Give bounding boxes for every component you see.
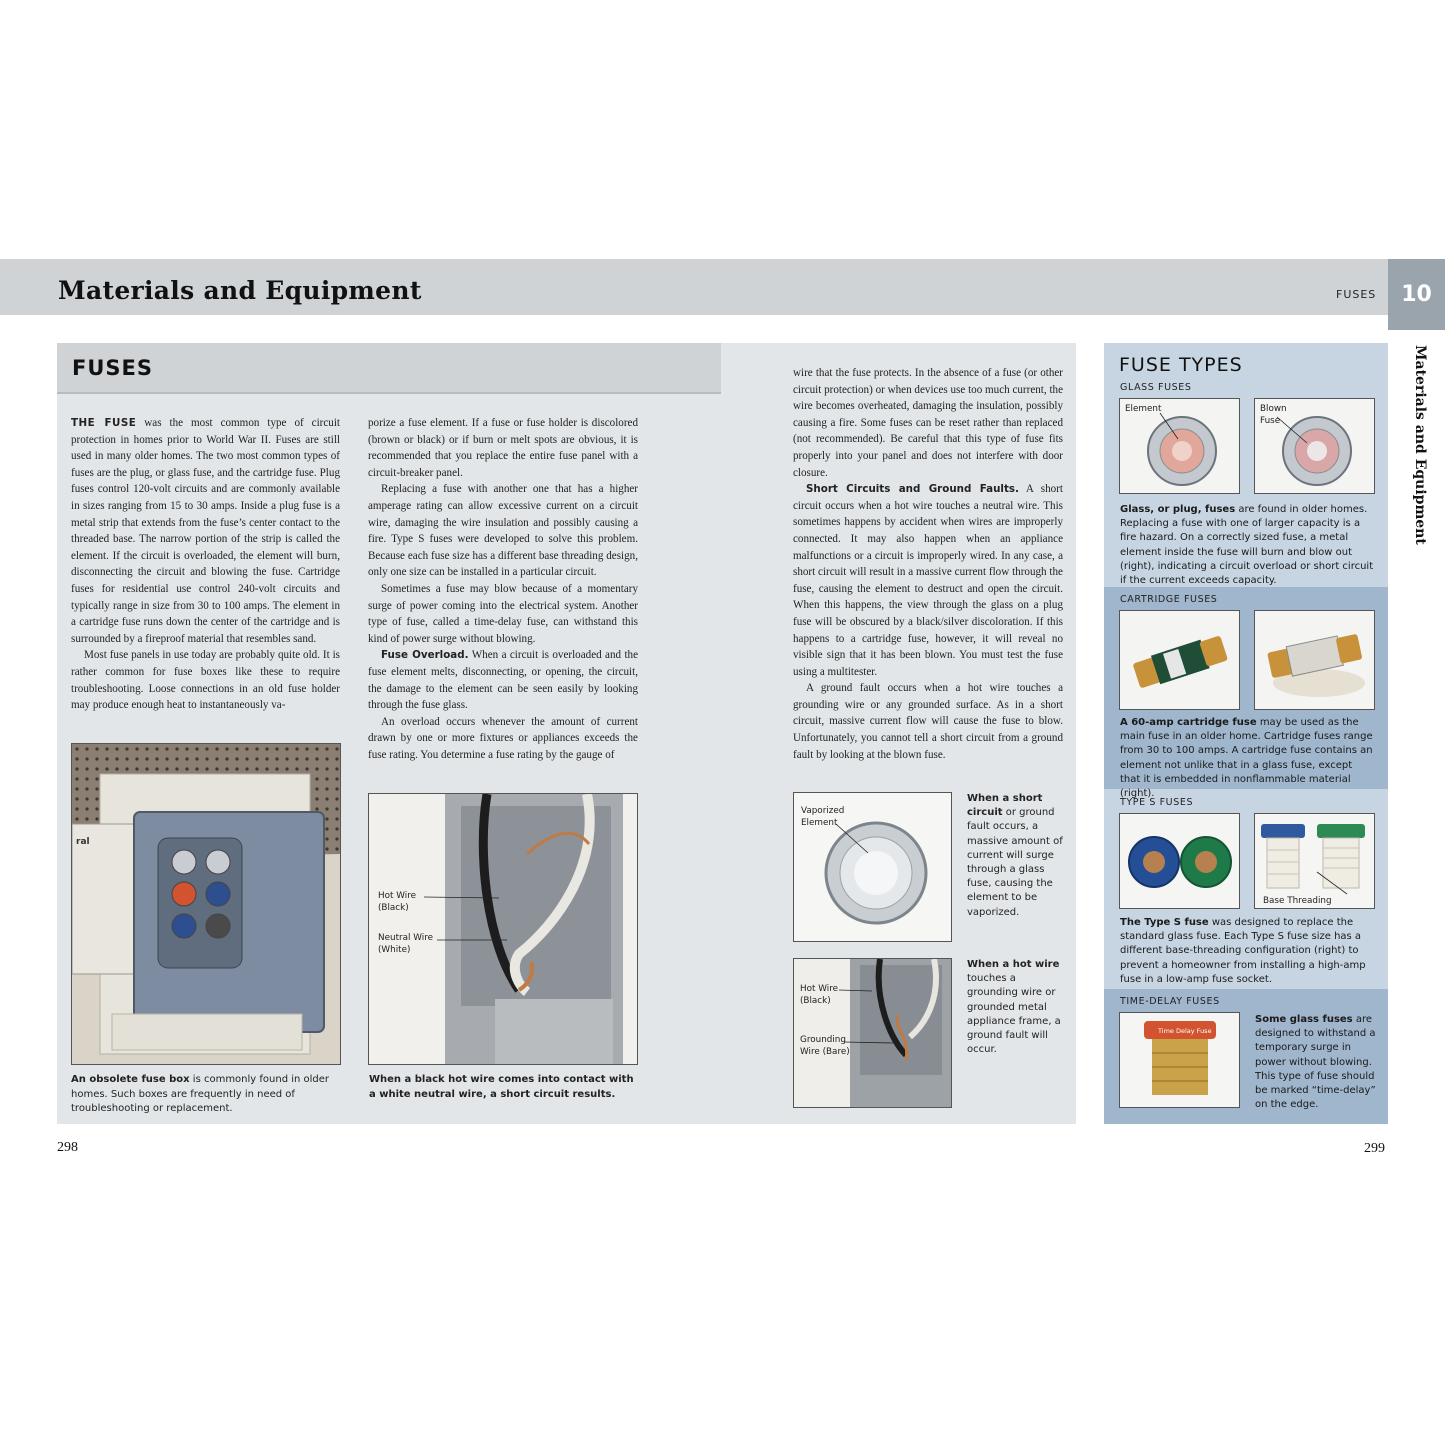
page-number-right: 299 — [1364, 1141, 1385, 1156]
caption-bold: A 60-amp cartridge fuse — [1120, 717, 1257, 728]
photo-label: Blown Fuse — [1260, 404, 1287, 426]
sidebar-subtitle: TIME-DELAY FUSES — [1120, 996, 1220, 1007]
paragraph: Sometimes a fuse may blow because of a momentary surge of power coming into the electrical system. Another type of fuse, called a time-delay fuse, can withstand this kind of power surge without blowing. — [368, 582, 638, 645]
lead-in: THE FUSE — [71, 417, 137, 429]
header-section-label: FUSES — [1336, 288, 1377, 301]
cartridge-fuse-illustration — [1120, 611, 1239, 709]
caption-text: are designed to withstand a temporary surge in power without blowing. This type of fuse should be marked “time-delay” on the edge. — [1255, 1014, 1376, 1111]
text-column-2 — [368, 415, 638, 763]
side-chapter-tab — [1406, 345, 1428, 585]
photo-label: Time Delay Fuse — [1158, 1027, 1212, 1035]
paragraph: Replacing a fuse with another one that has a higher amperage rating can allow excessive current on a circuit wire, damaging the wire insulation and possibly causing a fire. Type S fuses were developed to solve this problem. Because each fuse size has a different base threading design, only one size can be installed in a particular circuit. — [368, 483, 638, 579]
run-in-heading: Short Circuits and Ground Faults. — [806, 483, 1019, 496]
paragraph: porize a fuse element. If a fuse or fuse holder is discolored (brown or black) or if burn or melt spots are obvious, it is recommended that you replace the entire fuse panel with a circuit-breaker panel. — [368, 417, 638, 479]
paragraph: was the most common type of circuit protection in homes prior to World War II. Fuses are still used in many older homes. The two most common types of fuses are the plug, or glass fuse, and the cartridge fuse. Plug fuses control 120-volt circuits and are commonly available in sizes ranging from 15 to 30 amps. Inside a plug fuse is a metal strip that extends from the fuse’s center contact to the threaded base. The narrow portion of the strip is called the element. If the circuit is overloaded, the element will burn, disconnecting the circuit and blowing the fuse. Cartridge fuses for residential use control 240-volt circuits and typically range in size from 30 to 100 amps. The element in a cartridge fuse runs down the center of the cartridge and is surrounded by a fireproof material that resembles sand. — [71, 417, 341, 645]
type-s-fuse-illustration — [1120, 814, 1239, 908]
paragraph: wire that the fuse protects. In the absence of a fuse (or other circuit protection) or when devices use too much current, the wire becomes overheated, damaging the insulation, possibly causing a fire. Some fuses can be reset rather than replaced (not recommended). Be careful that this type of fuse fits properly into your panel and does not interfere with door closure. — [793, 367, 1063, 479]
caption-bold: When a hot wire — [967, 959, 1060, 970]
photo-label: Hot Wire (Black) — [800, 984, 839, 1006]
photo-label: Base Threading — [1263, 896, 1332, 906]
paragraph: Most fuse panels in use today are probably quite old. It is rather common for fuse boxes like these to require troubleshooting. Loose connections in an old fuse holder may produce enough heat to instantaneously va- — [71, 649, 340, 712]
caption-bold: The Type S fuse — [1120, 917, 1209, 928]
cutaway-cartridge-fuse-photo — [1254, 610, 1375, 710]
time-delay-fuse-photo — [1119, 1012, 1240, 1108]
caption-bold: Some glass fuses — [1255, 1014, 1353, 1025]
text-column-1 — [71, 415, 340, 714]
svg-text:ral: ral — [76, 837, 90, 847]
chapter-number-tab: 10 — [1388, 259, 1445, 330]
type-s-fuse-photo — [1119, 813, 1240, 909]
cutaway-cartridge-illustration — [1255, 611, 1374, 709]
glass-fuse-caption — [1120, 503, 1374, 588]
sidebar-title: FUSE TYPES — [1119, 354, 1243, 376]
photo-label: Element — [1125, 404, 1162, 414]
caption-text: touches a grounding wire or grounded metal appliance frame, a ground fault will occur. — [967, 973, 1061, 1056]
ground-fault-photo — [793, 958, 952, 1108]
type-s-threading-photo — [1254, 813, 1375, 909]
caption-bold: Glass, or plug, fuses — [1120, 504, 1236, 515]
photo-label: Vaporized Element — [801, 806, 845, 828]
cartridge-fuse-caption — [1120, 716, 1374, 801]
base-threading-illustration — [1255, 814, 1374, 908]
caption-text: are found in older homes. Replacing a fuse with one of larger capacity is a fire hazard. On a correctly sized fuse, a metal element inside the fuse will burn and blow out (right), indicating a circuit overload or short circuit if the current exceeds capacity. — [1120, 504, 1374, 587]
paragraph: A short circuit occurs when a hot wire touches a neutral wire. This sometimes happens by accident when wires are improperly connected. It may also happen when an appliance malfunctions or a circuit is improperly wired. In any case, a short circuit will result in a massive current flow through the fuse, causing the element to destruct and open the circuit. When this happens, the view through the glass on a plug fuse will be obscured by a black/silver discoloration. If this happens to a cartridge fuse, however, it will reveal no visible sign that it has been blown. You must test the fuse using a multitester. — [793, 483, 1063, 678]
run-in-heading: Fuse Overload. — [381, 649, 469, 662]
paragraph: When a circuit is overloaded and the fuse element melts, disconnecting, or opening, the circuit, the damage to the element can be seen easily by looking through the fuse glass. — [368, 649, 638, 712]
side-chapter-tab-label: Materials and Equipment — [1412, 345, 1428, 545]
sidebar-subtitle: CARTRIDGE FUSES — [1120, 594, 1218, 605]
sidebar-subtitle: TYPE S FUSES — [1120, 797, 1194, 808]
short-circuit-illustration — [369, 794, 637, 1064]
short-circuit-caption: When a black hot wire comes into contact with a white neutral wire, a short circuit results. — [369, 1074, 634, 1100]
ground-fault-illustration — [794, 959, 951, 1107]
sidebar-subtitle: GLASS FUSES — [1120, 382, 1192, 393]
fuse-box-caption — [71, 1073, 343, 1117]
section-title-bar — [57, 343, 721, 394]
page-number-left: 298 — [57, 1140, 78, 1155]
glass-fuse-photo — [1119, 398, 1240, 494]
short-circuit-photo — [368, 793, 638, 1065]
page-header-title: Materials and Equipment — [58, 276, 422, 305]
fuse-box-illustration — [72, 744, 340, 1064]
paragraph: An overload occurs whenever the amount of current drawn by one or more fixtures or appliances exceeds the fuse rating. You determine a fuse rating by the gauge of — [368, 715, 638, 761]
time-delay-fuse-caption — [1255, 1013, 1380, 1112]
caption-bold: An obsolete fuse box — [71, 1074, 190, 1085]
photo-label: Neutral Wire (White) — [378, 933, 434, 955]
fuse-box-photo — [71, 743, 341, 1065]
cartridge-fuse-photo — [1119, 610, 1240, 710]
caption-text: is commonly found in older homes. Such boxes are frequently in need of troubleshooting or replacement. — [71, 1074, 330, 1114]
photo-label: Grounding Wire (Bare) — [800, 1035, 850, 1057]
paragraph: A ground fault occurs when a hot wire touches a grounding wire or any grounded surface. As in a short circuit, massive current flow will cause the fuse to blow. Unfortunately, you cannot tell a short circuit from a ground fault by looking at the blown fuse. — [793, 682, 1063, 761]
caption-text: may be used as the main fuse in an older home. Cartridge fuses range from 30 to 100 amps. A cartridge fuse contains an element not unlike that in a glass fuse, except that it is embedded in nonflammable material (right). — [1120, 717, 1373, 800]
section-title: FUSES — [72, 356, 153, 380]
caption-bold: When a short circuit — [967, 793, 1043, 819]
caption-text: or ground fault occurs, a massive amount of current will surge through a glass fuse, causing the element to be vaporized. — [967, 807, 1063, 918]
type-s-fuse-caption — [1120, 916, 1374, 987]
vaporized-fuse-photo — [793, 792, 952, 942]
blown-glass-fuse-photo — [1254, 398, 1375, 494]
text-column-3 — [793, 365, 1063, 763]
vaporized-caption — [967, 792, 1065, 920]
caption-text: was designed to replace the standard glass fuse. Each Type S fuse size has a different base-threading configuration (right) to prevent a homeowner from installing a high-amp fuse in a low-amp fuse socket. — [1120, 917, 1366, 985]
ground-fault-caption — [967, 958, 1065, 1057]
photo-label: Hot Wire (Black) — [378, 891, 417, 913]
